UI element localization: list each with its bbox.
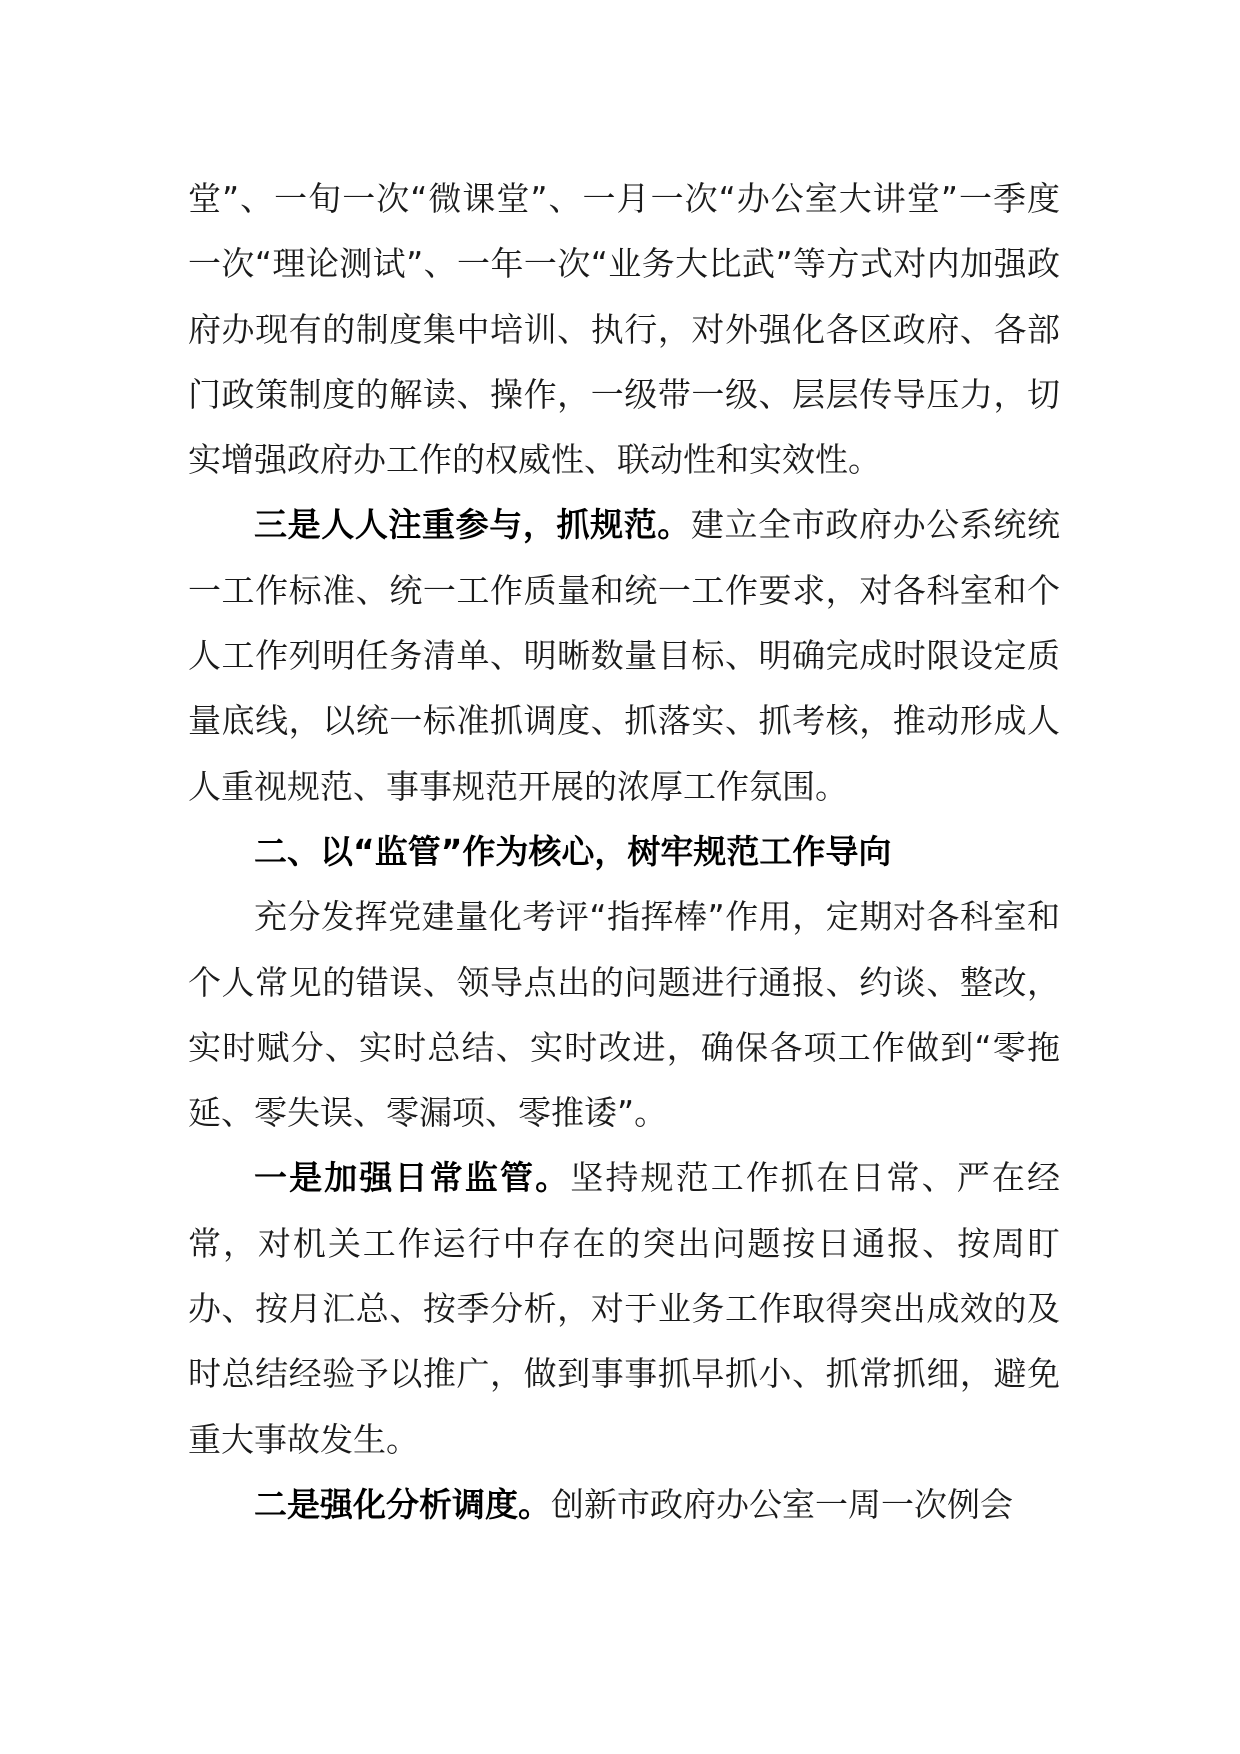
paragraph-lead: 二是强化分析调度。: [254, 1484, 551, 1524]
document-body: [188, 166, 1060, 1537]
paragraph-text: 充分发挥党建量化考评“指挥棒”作用，定期对各科室和个人常见的错误、领导点出的问题进行通报、约谈、整改，实时赋分、实时总结、实时改进，确保各项工作做到“零拖延、零失误、零漏项、零推诿”。: [188, 897, 1060, 1133]
paragraph-point-one: [188, 1145, 1060, 1471]
paragraph-continuation: [188, 166, 1060, 492]
paragraph-text: 建立全市政府办公系统统一工作标准、统一工作质量和统一工作要求，对各科室和个人工作列明任务清单、明晰数量目标、明确完成时限设定质量底线，以统一标准抓调度、抓落实、抓考核，推动形成人人重视规范、事事规范开展的浓厚工作氛围。: [188, 505, 1061, 806]
section-heading: 二、以“监管”作为核心，树牢规范工作导向: [254, 831, 892, 871]
paragraph-point-two: [188, 1472, 1060, 1537]
paragraph-section-intro: [188, 884, 1060, 1145]
paragraph-lead: 一是加强日常监管。: [254, 1158, 571, 1198]
paragraph-text: 堂”、一旬一次“微课堂”、一月一次“办公室大讲堂”一季度一次“理论测试”、一年一次“业务大比武”等方式对内加强政府办现有的制度集中培训、执行，对外强化各区政府、各部门政策制度的解读、操作，一级带一级、层层传导压力，切实增强政府办工作的权威性、联动性和实效性。: [188, 179, 1060, 480]
paragraph-text: 坚持规范工作抓在日常、严在经常，对机关工作运行中存在的突出问题按日通报、按周盯办、按月汇总、按季分析，对于业务工作取得突出成效的及时总结经验予以推广，做到事事抓早抓小、抓常抓细，避免重大事故发生。: [188, 1158, 1061, 1459]
paragraph-lead: 三是人人注重参与，抓规范。: [254, 505, 691, 545]
paragraph-point-three: [188, 492, 1060, 818]
paragraph-text: 创新市政府办公室一周一次例会: [551, 1484, 1013, 1524]
